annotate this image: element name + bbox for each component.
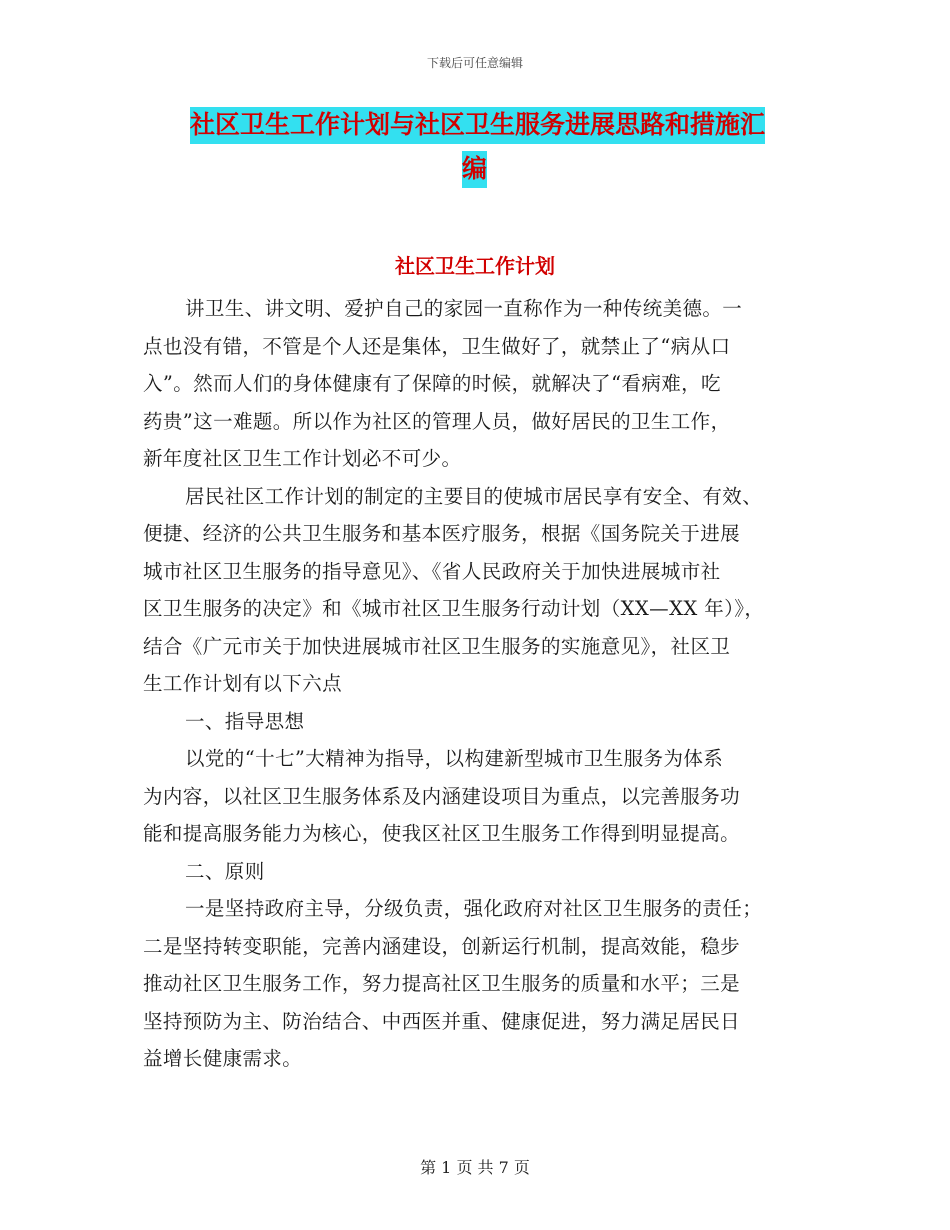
paragraph (143, 703, 798, 741)
paragraph-line: 二是坚持转变职能，完善内涵建设，创新运行机制，提高效能，稳步 (143, 934, 741, 958)
title-line-2: 编 (190, 156, 810, 193)
paragraph-line: 一是坚持政府主导，分级负责，强化政府对社区卫生服务的责任； (185, 897, 763, 920)
paragraph-line: 讲卫生、讲文明、爱护自己的家园一直称作为一种传统美德。一 (185, 297, 743, 320)
paragraph (143, 890, 798, 1078)
paragraph-line: 药贵”这一难题。所以作为社区的管理人员，做好居民的卫生工作， (143, 409, 731, 433)
paragraph (143, 853, 798, 891)
paragraph-line: 一、指导思想 (185, 709, 305, 733)
paragraph-line: 生工作计划有以下六点 (143, 672, 343, 695)
document-body (143, 290, 798, 1078)
paragraph (143, 740, 798, 853)
paragraph-line: 新年度社区卫生工作计划必不可少。 (143, 447, 462, 470)
paragraph-line: 二、原则 (185, 859, 265, 883)
title-line-1: 社区卫生工作计划与社区卫生服务进展思路和措施汇 (190, 112, 810, 149)
paragraph (143, 290, 798, 478)
header-note: 下载后可任意编辑 (426, 56, 523, 70)
paragraph-line: 坚持预防为主、防治结合、中西医并重、健康促进，努力满足居民日 (143, 1009, 741, 1033)
paragraph-line: 便捷、经济的公共卫生服务和基本医疗服务，根据《国务院关于进展 (143, 522, 741, 545)
paragraph-line: 能和提高服务能力为核心，使我区社区卫生服务工作得到明显提高。 (143, 822, 741, 845)
paragraph-line: 入”。然而人们的身体健康有了保障的时候，就解决了“看病难，吃 (143, 372, 721, 395)
paragraph-line: 益增长健康需求。 (143, 1047, 303, 1070)
section-title: 社区卫生工作计划 (395, 254, 555, 278)
paragraph-line: 城市社区卫生服务的指导意见》、《省人民政府关于加快进展城市社 (143, 559, 721, 583)
document-title (190, 112, 810, 193)
paragraph-line: 推动社区卫生服务工作，努力提高社区卫生服务的质量和水平；三是 (143, 972, 741, 995)
paragraph-line: 为内容，以社区卫生服务体系及内涵建设项目为重点，以完善服务功 (143, 784, 741, 808)
paragraph-line: 结合《广元市关于加快进展城市社区卫生服务的实施意见》，社区卫 (143, 634, 731, 658)
paragraph-line: 以党的“十七”大精神为指导，以构建新型城市卫生服务为体系 (185, 747, 724, 770)
paragraph-line: 居民社区工作计划的制定的主要目的使城市居民享有安全、有效、 (185, 484, 763, 508)
paragraph (143, 478, 798, 703)
paragraph-line: 区卫生服务的决定》和《城市社区卫生服务行动计划（XX—XX 年）》， (143, 597, 765, 620)
page-footer: 第 1 页 共 7 页 (420, 1158, 530, 1177)
paragraph-line: 点也没有错，不管是个人还是集体，卫生做好了，就禁止了“病从口 (143, 334, 731, 358)
